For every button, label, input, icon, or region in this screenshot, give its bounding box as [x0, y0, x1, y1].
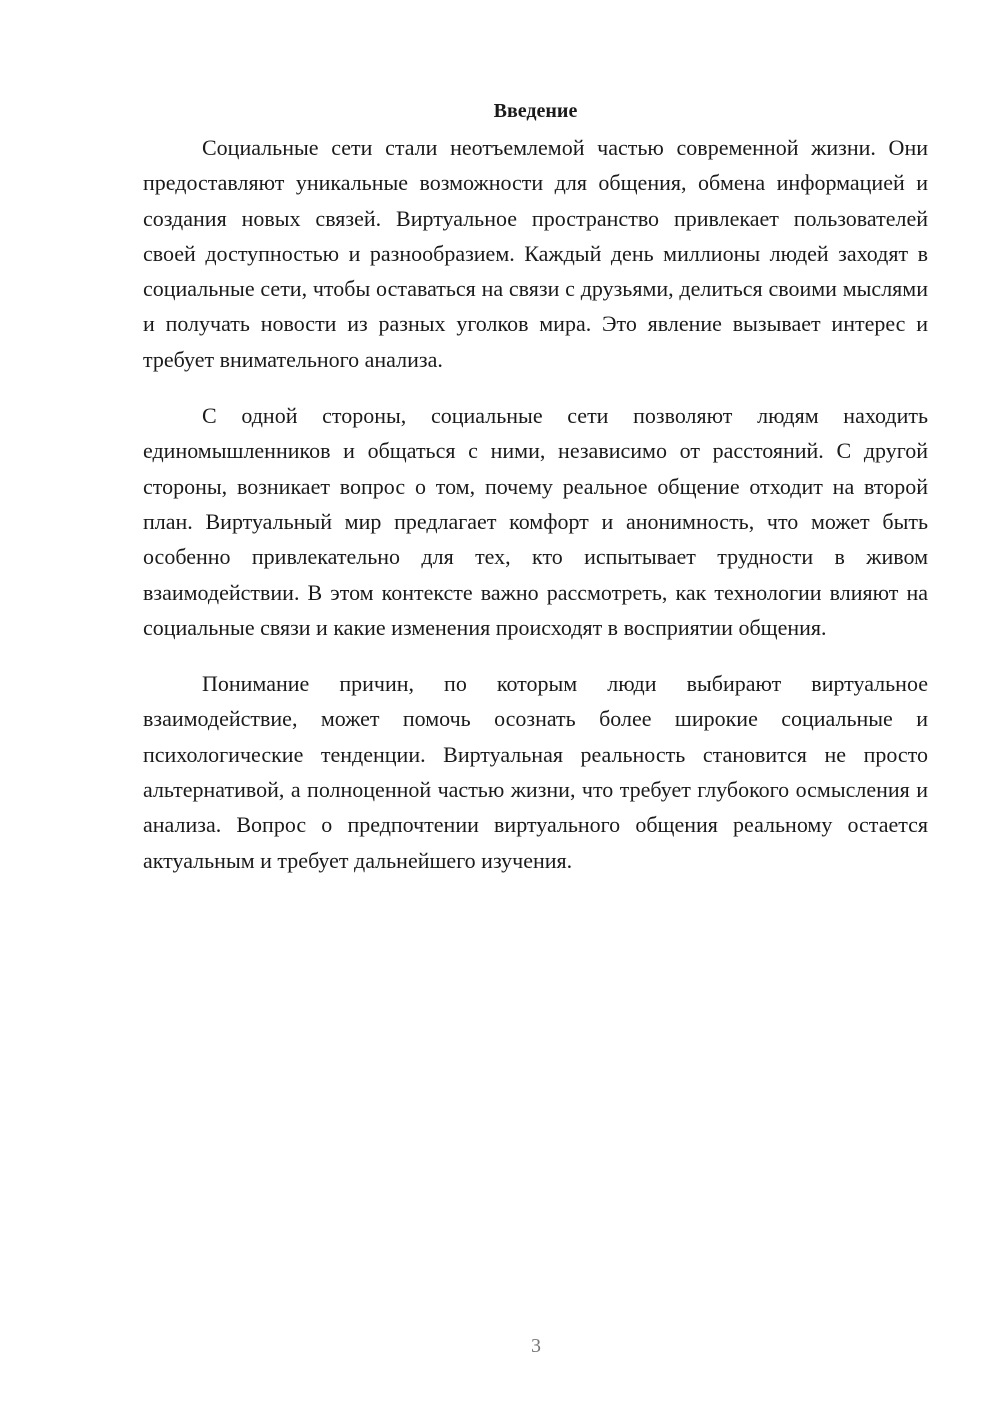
paragraph-2: С одной стороны, социальные сети позволяют людям находить единомышленников и общаться с ними, независимо от расстояний. С другой стороны, возникает вопрос о том, почему реальное общение отходит на второй план. Виртуальный мир предлагает комфорт и анонимность, что может быть особенно привлекательно для тех, кто испытывает трудности в живом взаимодействии. В этом контексте важно рассмотреть, как технологии влияют на социальные связи и какие изменения происходят в восприятии общения.: [143, 403, 928, 640]
page-content: [143, 96, 928, 899]
paragraph-3: Понимание причин, по которым люди выбирают виртуальное взаимодействие, может помочь осознать более широкие социальные и психологические тенденции. Виртуальная реальность становится не просто альтернативой, а полноценной частью жизни, что требует глубокого осмысления и анализа. Вопрос о предпочтении виртуального общения реальному остается актуальным и требует дальнейшего изучения.: [143, 671, 928, 873]
page-number: 3: [531, 1335, 541, 1357]
paragraph-1: Социальные сети стали неотъемлемой частью современной жизни. Они предоставляют уникальные возможности для общения, обмена информацией и создания новых связей. Виртуальное пространство привлекает пользователей своей доступностью и разнообразием. Каждый день миллионы людей заходят в социальные сети, чтобы оставаться на связи с друзьями, делиться своими мыслями и получать новости из разных уголков мира. Это явление вызывает интерес и требует внимательного анализа.: [143, 135, 928, 372]
section-heading: Введение: [493, 100, 578, 122]
